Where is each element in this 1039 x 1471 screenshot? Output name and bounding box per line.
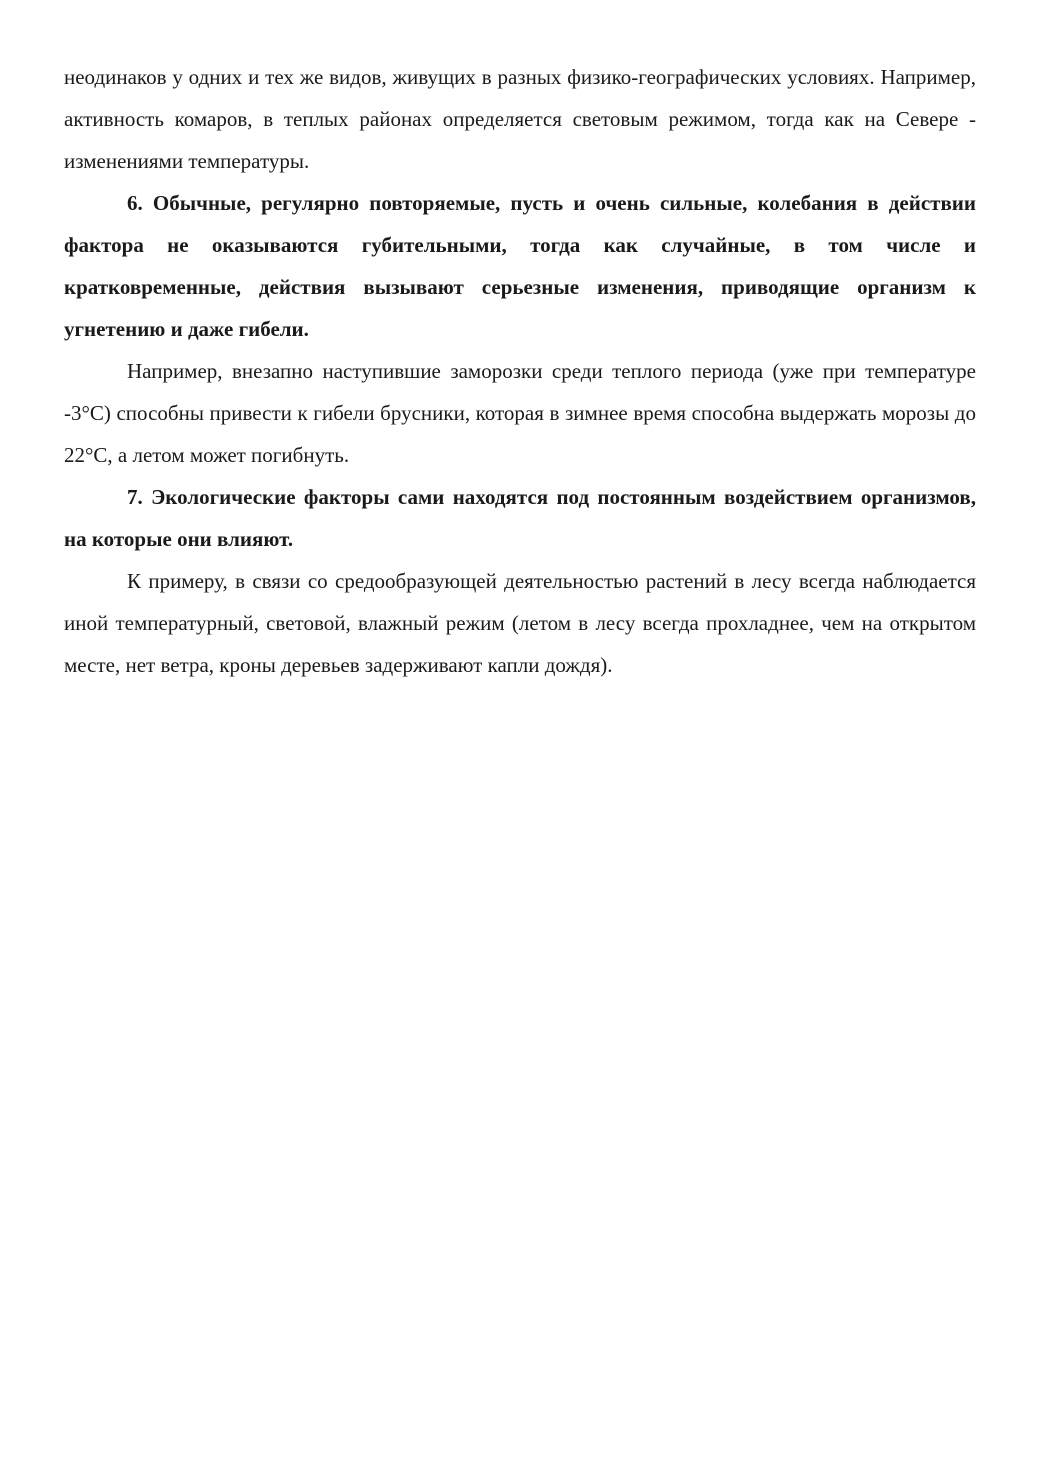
principle-7-heading: 7. Экологические факторы сами находятся под постоянным воздействием организмов, на которые они влияют. (64, 485, 976, 551)
principle-6-heading: 6. Обычные, регулярно повторяемые, пусть и очень сильные, колебания в действии фактора не оказываются губительными, тогда как случайные, в том числе и кратковременные, действия вызывают серьезные изменения, приводящие организм к угнетению и даже гибели. (64, 191, 976, 341)
document-page (64, 56, 976, 686)
principle-7-example: К примеру, в связи со средообразующей деятельностью растений в лесу всегда наблюдается иной температурный, световой, влажный режим (летом в лесу всегда прохладнее, чем на открытом месте, нет ветра, кроны деревьев задерживают капли дождя). (64, 569, 976, 677)
paragraph-continuation: неодинаков у одних и тех же видов, живущих в разных физико-географических условиях. Например, активность комаров, в теплых районах определяется световым режимом, тогда как на Севере - изменениями температуры. (64, 65, 976, 173)
principle-6-example: Например, внезапно наступившие заморозки среди теплого периода (уже при температуре -3°С) способны привести к гибели брусники, которая в зимнее время способна выдержать морозы до 22°С, а летом может погибнуть. (64, 359, 976, 467)
